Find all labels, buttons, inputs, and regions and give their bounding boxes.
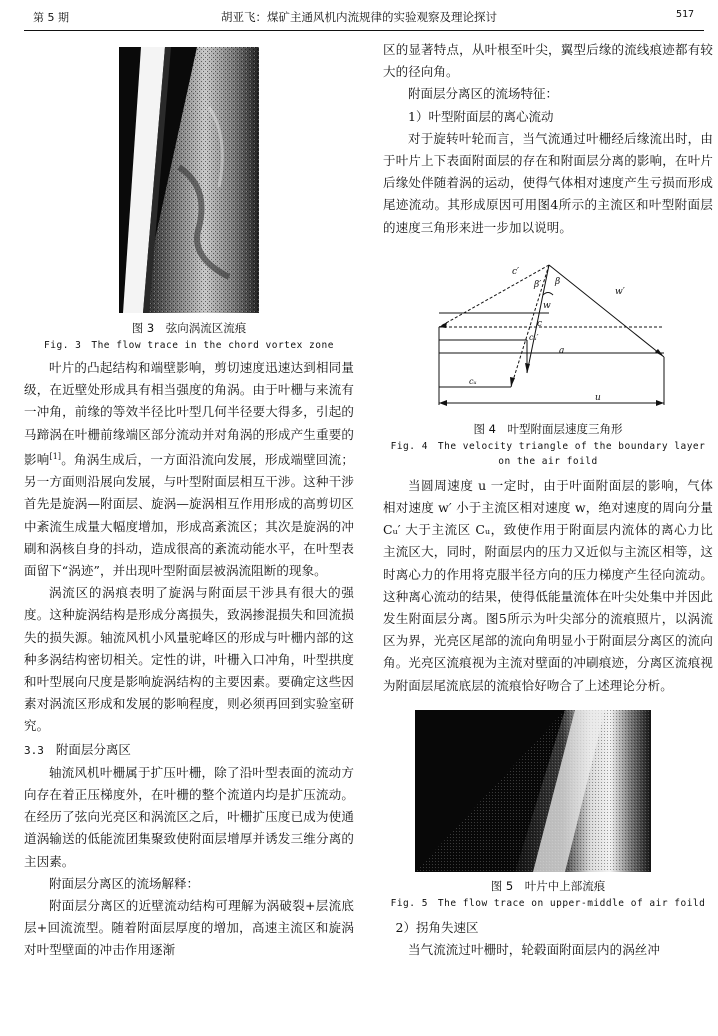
label-c-prime: c′ [512, 266, 520, 277]
paragraph-hub-boundary-layer: 当气流流过叶栅时，轮毂面附面层内的涡丝冲 [408, 942, 661, 958]
paragraph-vortex-trace: 涡流区的涡痕表明了旋涡与附面层干涉具有很大的强度。这种旋涡结构是形成分离损失，致涡掺混损失和回流损失的损失源。轴流风机小风量驼峰区的形成与叶栅内部的这种多涡结构密切相关。定性的讲，叶栅入口冲角，叶型拱度和叶型展向尺度是影响旋涡结构的主要因素。要确定这些因素对涡流区形成和发展的影响程度，则必须再回到实验室研究。 [24, 585, 354, 734]
flow-trace-photo-chord-vortex [119, 47, 259, 313]
subheading-explanation: 附面层分离区的流场解释： [49, 875, 200, 891]
left-column [24, 40, 354, 962]
label-beta-prime: β′ [534, 279, 542, 290]
label-w: w [543, 300, 551, 311]
subheading-features: 附面层分离区的流场特征： [408, 86, 559, 102]
paragraph-near-wall-structure: 附面层分离区的近壁流动结构可理解为涡破裂+层流底层+回流流型。随着附面层厚度的增加，高速主流区和旋涡对叶型壁面的冲击作用逐渐 [24, 898, 354, 958]
section-heading-3-3 [24, 739, 354, 762]
paragraph-centrifugal-analysis: 当圆周速度 u 一定时，由于叶面附面层的影响，气体相对速度 w′ 小于主流区相对速度 w，绝对速度的周向分量 Cᵤ′ 大于主流区 Cᵤ，致使作用于附面层内流体的离心力比主流区大，同时，附面层内的压力又近似与主流区相等，这时离心力的作用将克服半径方向的压力梯度产生径向流动。这种离心流动的结果，使得低能量流体在叶尖处集中并因此发生附面层分离。图5所示为叶尖部分的流痕照片，以涡流区为界，光亮区尾部的流向角明显小于附面层分离区的流向角。光亮区流痕视为主流对壁面的冲刷痕迹，分离区流痕视为附面层尾流底层的流痕恰好吻合了上述理论分析。 [383, 477, 713, 693]
paragraph-continued: 区的显著特点，从叶根至叶尖，翼型后缘的流线痕迹都有较大的径向角。 [383, 42, 713, 80]
figure-3-photo [119, 47, 259, 313]
figure-4-caption-en-line1: Fig. 4 The velocity triangle of the boundary layer [390, 440, 706, 452]
label-a: a [559, 345, 565, 356]
label-beta: β [555, 276, 561, 287]
label-cu: cᵤ [469, 376, 477, 386]
section-title: 附面层分离区 [55, 741, 131, 757]
velocity-triangle-diagram [419, 255, 679, 415]
right-column [383, 40, 713, 961]
figure-3-caption-cn: 图 3 弦向涡流区流痕 [131, 321, 247, 335]
figure-4-caption-en-line2: on the air foild [498, 455, 598, 467]
page-number: 517 [675, 9, 694, 20]
label-w-prime: w′ [615, 286, 625, 297]
page-header [0, 0, 718, 30]
subheading-centrifugal-flow: 1）叶型附面层的离心流动 [408, 108, 554, 124]
label-cu-prime: cᵤ′ [529, 332, 539, 342]
subheading-corner-stall: 2）拐角失速区 [395, 919, 479, 935]
figure-3-caption-en: Fig. 3 The flow trace in the chord vortex zone [44, 340, 334, 351]
reference-marker: [1] [49, 451, 62, 461]
figure-5-caption-en: Fig. 5 The flow trace on upper-middle of air foild [390, 897, 706, 909]
header-rule [24, 30, 704, 31]
paragraph-wake-flow: 对于旋转叶轮而言，当气流通过叶栅经后缘流出时，由于叶片上下表面附面层的存在和附面层分离的影响，在叶片后缘处伴随着涡的运动，使得气体相对速度产生亏损而形成尾迹流动。其形成原因可用图4所示的主流区和叶型附面层的速度三角形来进一步加以说明。 [383, 130, 713, 235]
paragraph-text: 叶片的凸起结构和端壁影响，剪切速度迅速达到相同量级，在近壁处形成具有相当强度的角涡。由于叶栅与来流有一冲角，前缘的等效半径比叶型几何半径要大得多，引起的马蹄涡在叶栅前缘端区部分流动并对角涡的形成产生重要的影响 [24, 360, 354, 467]
figure-4-caption-cn: 图 4 叶型附面层速度三角形 [473, 421, 623, 436]
running-title: 胡亚飞：煤矿主通风机内流规律的实验观察及理论探讨 [221, 10, 497, 24]
label-u: u [595, 392, 601, 403]
figure-5-photo [415, 710, 651, 872]
paragraph-text: 。角涡生成后，一方面沿流向发展，形成端壁回流；另一方面则沿展向发展，与叶型附面层相互干涉。这种干涉首先是旋涡—附面层、旋涡—旋涡相互作用形成的高剪切区中紊流生成量大幅度增加，形成高紊流区；其次是旋涡的冲刷和涡核自身的抖动，造成很高的紊流动能水平，在叶型表面留下“涡迹”，并出现叶型附面层被涡流阻断的现象。 [24, 451, 354, 578]
figure-4-velocity-triangle [419, 255, 679, 415]
paragraph-diffuser-cascade: 轴流风机叶栅属于扩压叶栅，除了沿叶型表面的流动方向存在着正压梯度外，在叶栅的整个流道内均是扩压流动。在经历了弦向光亮区和涡流区之后，叶栅扩压度已成为使通道涡输送的低能流团集聚致使附面层增厚并诱发三维分离的主因素。 [24, 764, 354, 869]
flow-trace-photo-upper-middle [415, 710, 651, 872]
figure-5-caption-cn: 图 5 叶片中上部流痕 [490, 878, 606, 893]
label-c: c [537, 318, 543, 329]
paragraph-corner-vortex [24, 357, 354, 582]
issue-number: 第 5 期 [33, 11, 69, 24]
section-number: 3.3 [24, 743, 44, 757]
